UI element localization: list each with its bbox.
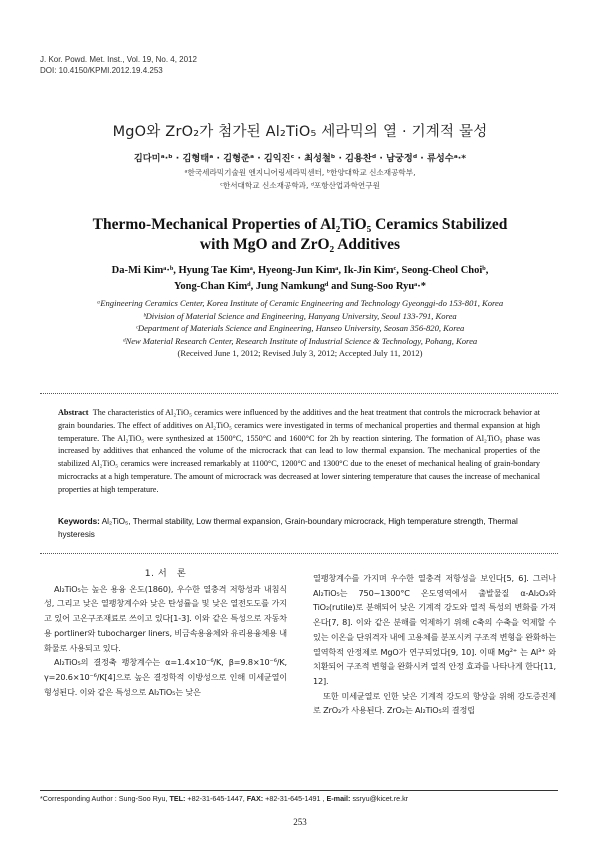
body-column-right bbox=[313, 571, 556, 718]
korean-affiliation-line: ᵃ한국세라믹기술원 엔지니어링세라믹센터, ᵇ한양대학교 신소재공학부, bbox=[184, 168, 416, 177]
affiliation-d: ᵈNew Material Research Center, Research Institute of Industrial Science & Technology, Pohang, Korea bbox=[122, 335, 478, 346]
journal-citation: J. Kor. Powd. Met. Inst., Vol. 19, No. 4, 2012 bbox=[40, 55, 197, 64]
english-affiliations bbox=[0, 297, 600, 360]
corresponding-author-footnote bbox=[40, 794, 408, 803]
affiliation-b: ᵇDivision of Material Science and Engineering, Hanyang University, Seoul 133-791, Korea bbox=[143, 310, 457, 321]
affiliation-a: ᵃEngineering Ceramics Center, Korea Institute of Ceramic Engineering and Technology Gyeonggi-do 153-801, Korea bbox=[96, 298, 504, 308]
abstract-label: Abstract bbox=[58, 408, 89, 417]
tel-value: +82-31-645-1447, bbox=[185, 794, 247, 803]
korean-affiliations bbox=[0, 166, 600, 192]
tel-label: TEL: bbox=[169, 794, 186, 803]
footnote-prefix: *Corresponding Author : Sung-Soo Ryu, bbox=[40, 794, 170, 803]
paragraph: Al₂TiO₅의 결정축 팽창계수는 α=1.4×10⁻⁶/K, β=9.8×10⁻⁶/K, γ=20.6×10⁻⁶/K[4]으로 높은 결정학적 이방성으로 인해 미세균열이 형성된다. 이와 같은 특성으로 Al₂TiO₅는 낮은 bbox=[44, 657, 287, 697]
english-authors-line: Da-Mi Kimᵃ·ᵇ, Hyung Tae Kimᵃ, Hyeong-Jun Kimᵃ, Ik-Jin Kimᶜ, Seong-Cheol Choiᵇ, bbox=[111, 265, 489, 276]
journal-doi: DOI: 10.4150/KPMI.2012.19.4.253 bbox=[40, 66, 163, 75]
english-authors-line: Yong-Chan Kimᵈ, Jung Namkungᵈ and Sung-Soo Ryuᵃ·* bbox=[173, 281, 426, 292]
page-number: 253 bbox=[293, 817, 307, 827]
paragraph: Al₂TiO₅는 높은 용융 온도(1860), 우수한 열충격 저항성과 내침식성, 그리고 낮은 열팽창계수와 낮은 탄성률을 및 낮은 열전도도를 가지고 있어 고온구조재료로 쓰이고 있다[1-3]. 이와 같은 특성으로 자동차용 portliner와 tubocharger liners, 비금속용융체와 유리용융체용 내화물로 사용되고 있다. bbox=[44, 583, 287, 653]
english-authors bbox=[0, 263, 600, 295]
english-title bbox=[0, 215, 600, 255]
email-value[interactable]: ssryu@kicet.re.kr bbox=[350, 794, 409, 803]
fax-value: +82-31-645-1491 , bbox=[263, 794, 327, 803]
body-column-left bbox=[44, 567, 287, 699]
fax-label: FAX: bbox=[246, 794, 264, 803]
divider-top bbox=[40, 393, 558, 394]
keywords-label: Keywords: bbox=[58, 517, 100, 526]
journal-header bbox=[40, 54, 197, 76]
paragraph: 또한 미세균열로 인한 낮은 기계적 강도의 향상을 위해 강도증진제로 ZrO₂가 사용된다. ZrO₂는 Al₂TiO₅의 결정립 bbox=[313, 690, 556, 716]
korean-affiliation-line: ᶜ한서대학교 신소재공학과, ᵈ포항산업과학연구원 bbox=[220, 181, 380, 190]
section-title: 1. 서 론 bbox=[144, 568, 187, 579]
divider-bottom bbox=[40, 553, 558, 554]
received-dates: (Received June 1, 2012; Revised July 3, 2012; Accepted July 11, 2012) bbox=[177, 348, 423, 359]
abstract-text: The characteristics of Al₂TiO₅ ceramics were influenced by the additives and the heat treatment that controls the microcrack behavior at grain boundaries. The effect of additives on Al₂TiO₅ ceramics were investigated in terms of mechanical properties and thermal expansion at high temperature. The Al₂TiO₅ were synthesized at 1500°C, 1550°C and 1600°C for 2h by reaction sintering. The formation of Al₂TiO₅ phase was increased by additives that enhanced the volume of the microcrack that can lead to low thermal expansion. The mechanical properties of the stabilized Al₂TiO₅ ceramics were increased remarkably at 1100°C, 1200°C and 1300°C due to the eneset of mechanical healing of grain-bondary microcracks at a high temperature. The amount of microcrack was decreased at lower sintering temperature that causes the increase of mechanical properties at high temperature. bbox=[58, 408, 540, 494]
affiliation-c: ᶜDepartment of Materials Science and Engineering, Hanseo University, Seosan 356-820, Korea bbox=[135, 323, 465, 334]
korean-title: MgO와 ZrO₂가 첨가된 Al₂TiO₅ 세라믹의 열 · 기계적 물성 bbox=[112, 124, 488, 140]
abstract bbox=[58, 407, 540, 497]
keywords-text: Al₂TiO₅, Thermal stability, Low thermal expansion, Grain-boundary microcrack, High temperature strength, Thermal hysteresis bbox=[58, 517, 518, 539]
korean-authors: 김다미ᵃ·ᵇ · 김형태ᵃ · 김형준ᵃ · 김익진ᶜ · 최성철ᵇ · 김용찬ᵈ · 남궁정ᵈ · 류성수ᵃ·* bbox=[133, 153, 467, 164]
english-title-line: with MgO and ZrO₂ Additives bbox=[199, 236, 401, 253]
footnote-divider bbox=[40, 790, 558, 791]
email-label: E-mail: bbox=[326, 794, 351, 803]
paragraph: 열팽창계수를 가지며 우수한 열충격 저항성을 보인다[5, 6]. 그러나 Al₂TiO₅는 750~1300°C 온도영역에서 출발물질 α-Al₂O₃와 TiO₂(rutile)로 분해되어 낮은 기계적 강도와 열적 특성의 변화를 가져온다[7, 8]. 이와 같은 분해를 억제하기 위해 c축의 수축을 억제할 수 있는 이온을 단위격자 내에 고용체를 분포시켜 구조적 변형을 완화하는 열역학적 안정제로 MgO가 연구되었다[9, 10]. 이때 Mg²⁺ 는 Al³⁺ 와 치환되어 구조적 변형을 완화시켜 열적 안정 효과를 나타나게 한다[11, 12]. bbox=[313, 573, 556, 686]
english-title-line: Thermo-Mechanical Properties of Al₂TiO₅ Ceramics Stabilized bbox=[92, 216, 508, 233]
keywords bbox=[58, 516, 540, 542]
